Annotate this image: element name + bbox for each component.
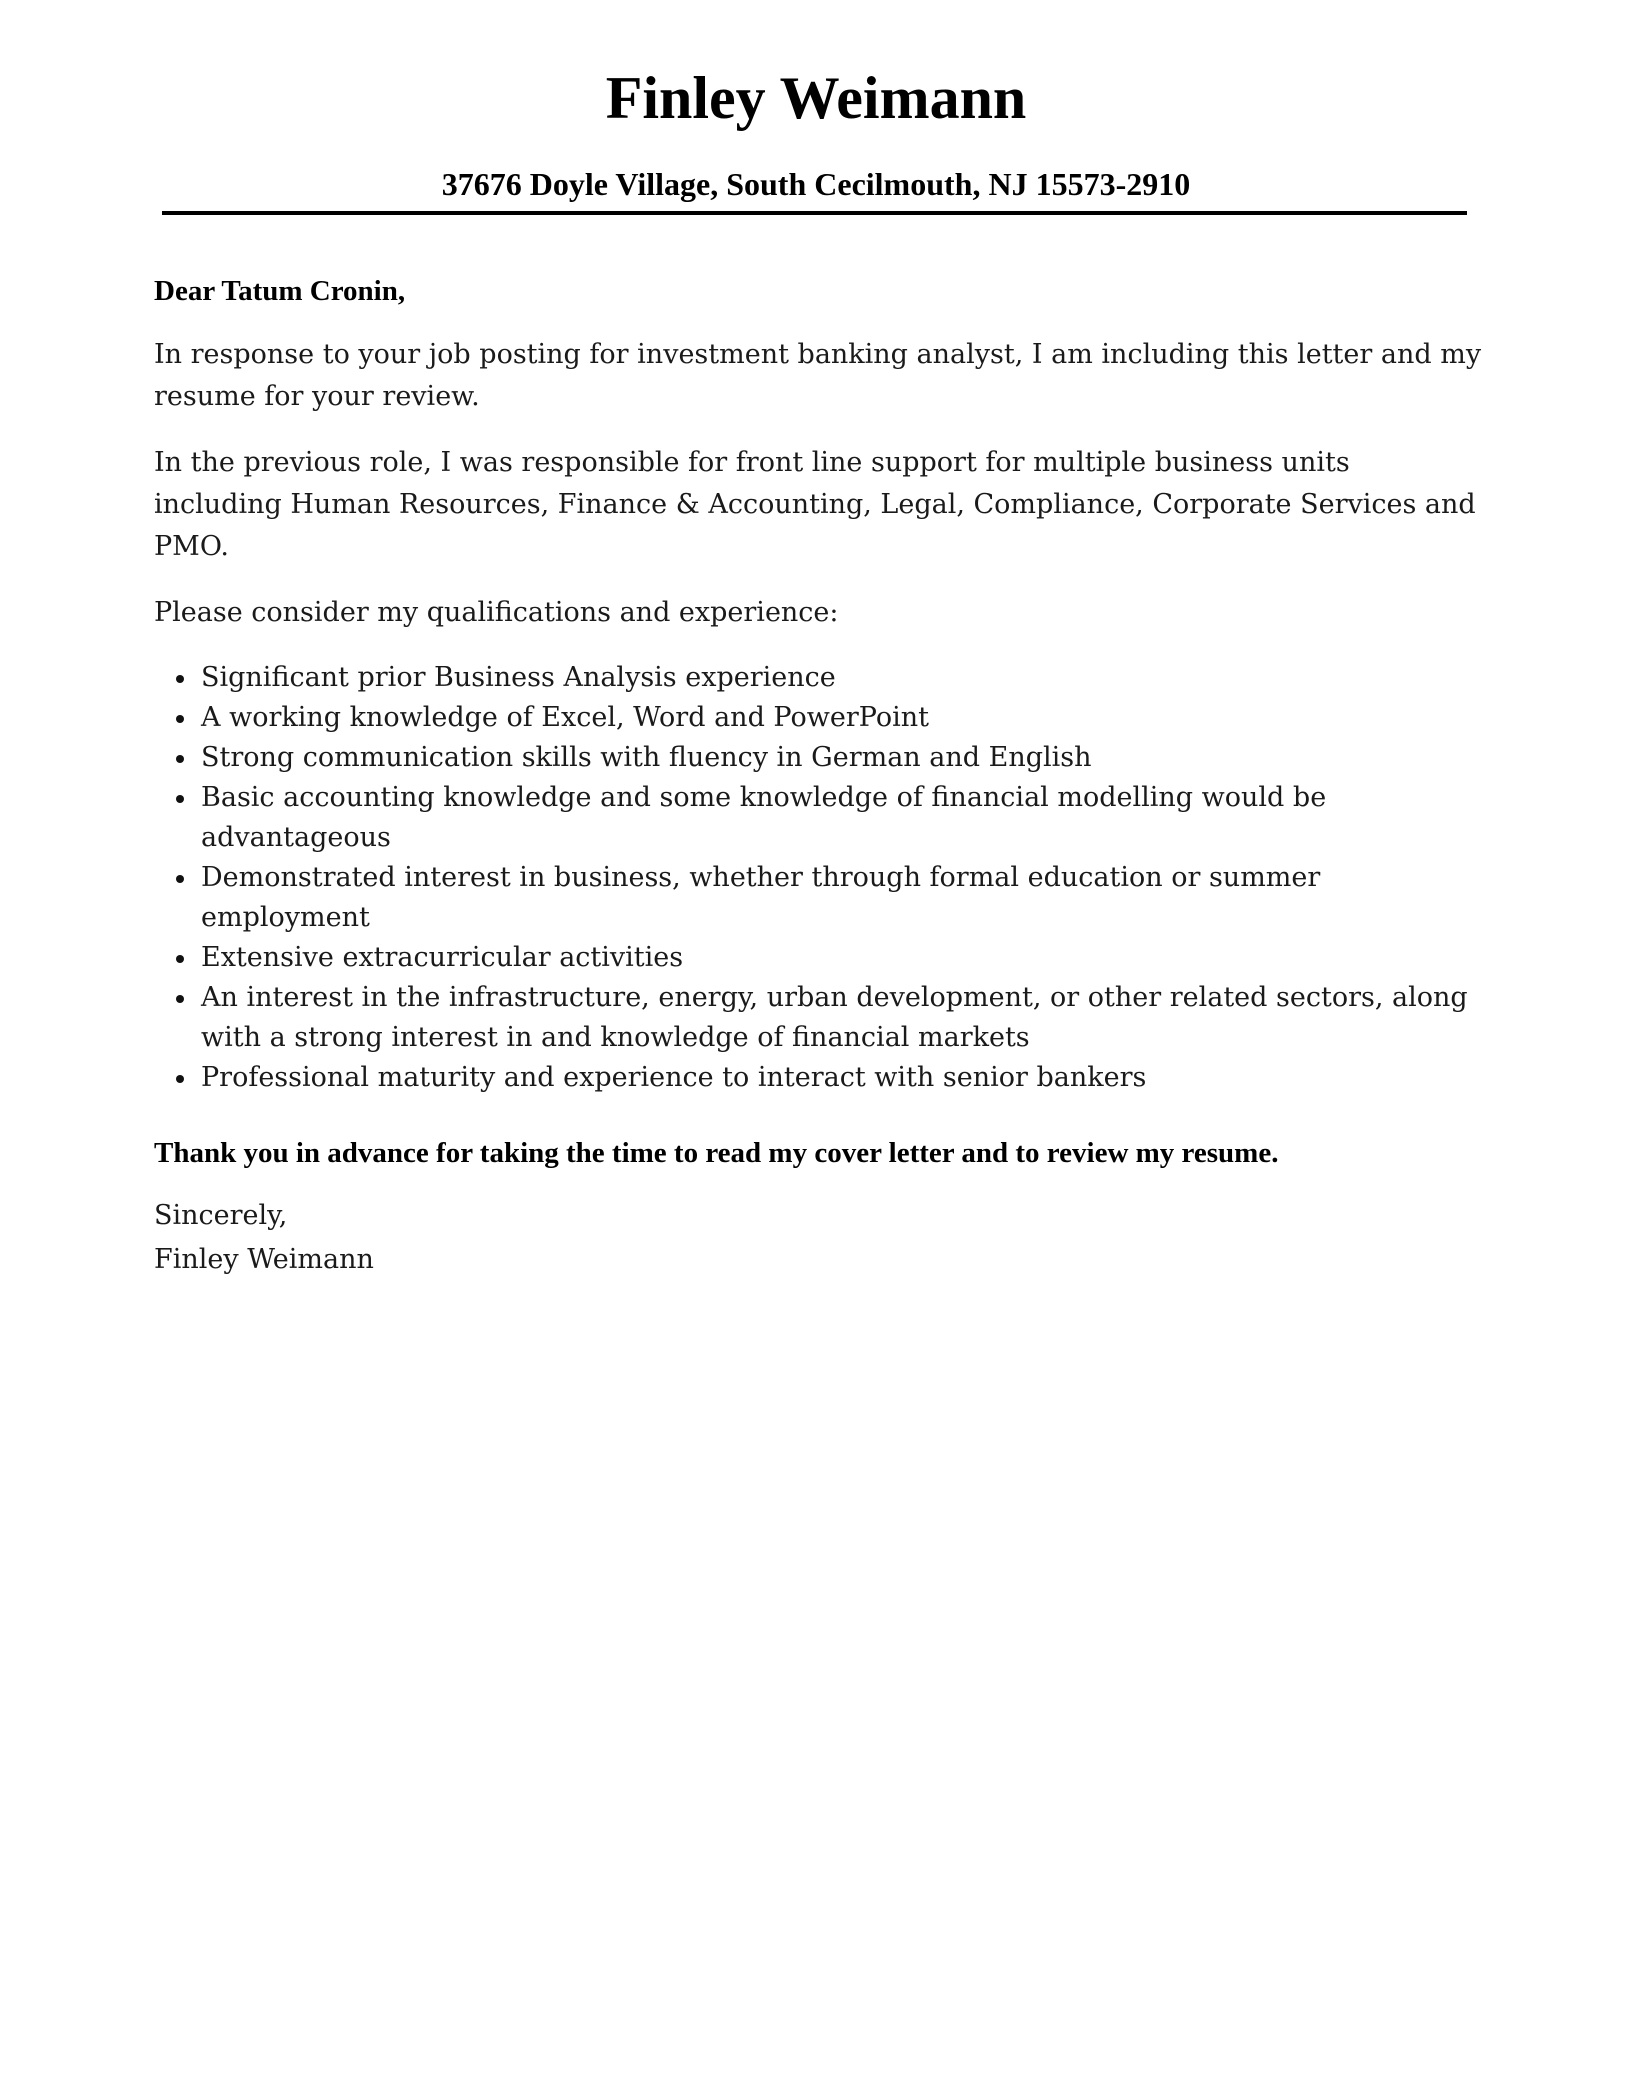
signature-name: Finley Weimann xyxy=(154,1244,374,1275)
list-item: Strong communication skills with fluency in German and English xyxy=(154,738,1484,778)
letter-body xyxy=(154,270,1484,1282)
list-item: An interest in the infrastructure, energy, urban development, or other related sectors, along with a strong interest in and knowledge of financial markets xyxy=(154,978,1484,1058)
qualifications-list xyxy=(154,658,1484,1098)
list-item: A working knowledge of Excel, Word and PowerPoint xyxy=(154,698,1484,738)
sender-address: 37676 Doyle Village, South Cecilmouth, NJ 15573-2910 xyxy=(441,166,1191,202)
list-item: Significant prior Business Analysis experience xyxy=(154,658,1484,698)
closing-statement: Thank you in advance for taking the time to read my cover letter and to review my resume. xyxy=(154,1137,1279,1169)
list-item: Basic accounting knowledge and some knowledge of financial modelling would be advantageous xyxy=(154,778,1484,858)
signoff: Sincerely, xyxy=(154,1200,288,1231)
salutation: Dear Tatum Cronin, xyxy=(154,275,406,307)
intro-paragraph: In response to your job posting for investment banking analyst, I am including this letter and my resume for your review. xyxy=(154,339,1482,412)
header-divider xyxy=(162,211,1467,215)
list-item: Demonstrated interest in business, whether through formal education or summer employment xyxy=(154,858,1484,938)
qualifications-intro: Please consider my qualifications and experience: xyxy=(154,597,839,628)
list-item: Extensive extracurricular activities xyxy=(154,938,1484,978)
sender-name: Finley Weimann xyxy=(605,65,1027,131)
list-item: Professional maturity and experience to interact with senior bankers xyxy=(154,1058,1484,1098)
previous-role-paragraph: In the previous role, I was responsible for front line support for multiple business units including Human Resources, Finance & Accounting, Legal, Compliance, Corporate Services and PMO. xyxy=(154,447,1476,562)
